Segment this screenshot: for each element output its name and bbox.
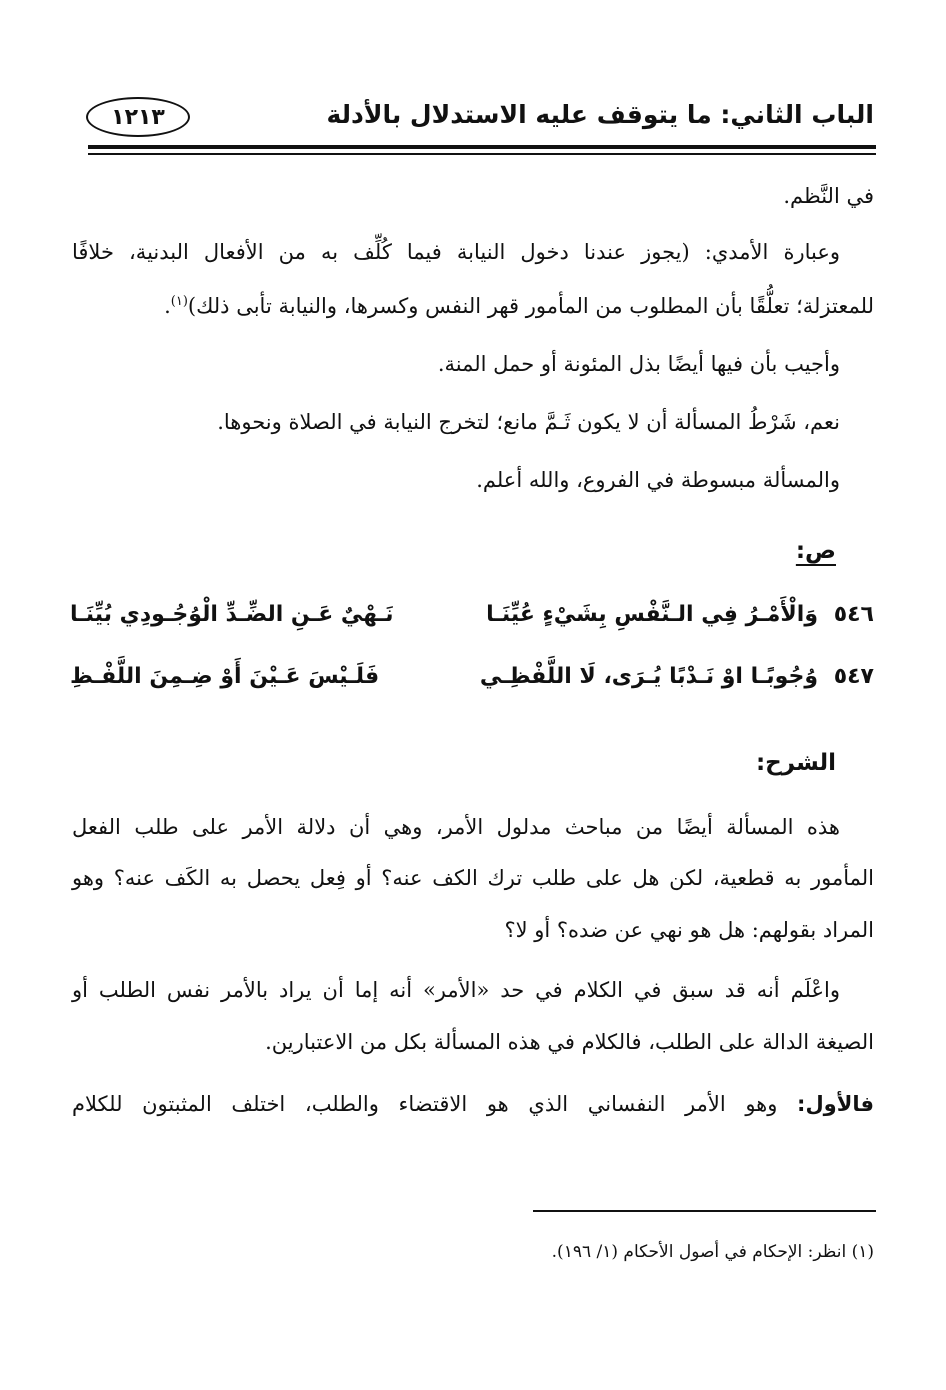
paragraph-line: في النَّظم. [783, 184, 874, 208]
commentary-line: المراد بقولهم: هل هو نهي عن ضده؟ أو لا؟ [504, 918, 874, 942]
commentary-line [72, 1092, 874, 1117]
paragraph-line: والمسألة مبسوطة في الفروع، والله أعلم. [476, 468, 840, 492]
paragraph-end-mark: . [164, 294, 171, 318]
running-header-title: الباب الثاني: ما يتوقف عليه الاستدلال بالأدلة [326, 100, 874, 129]
commentary-lead-word: فالأول: [797, 1092, 874, 1116]
footnote: (١) انظر: الإحكام في أصول الأحكام (١/ ١٩٦). [551, 1242, 874, 1262]
paragraph-text: للمعتزلة؛ تعلُّقًا بأن المطلوب من المأمور قهر النفس وكسرها، والنيابة تأبى ذلك) [187, 294, 874, 318]
page-number: ١٢١٣ [86, 97, 190, 137]
verse-first-hemistich: وَالْأَمْـرُ فِي الـنَّفْسِ بِشَيْءٍ عُيِّنَـا [486, 602, 818, 627]
commentary-text: وهو الأمر النفساني الذي هو الاقتضاء والطلب، اختلف المثبتون للكلام [72, 1092, 798, 1116]
paragraph-line: نعم، شَرْطُ المسألة أن لا يكون ثَـمَّ مانع؛ لتخرج النيابة في الصلاة ونحوها. [217, 410, 840, 434]
commentary-line: المأمور به قطعية، لكن هل على طلب ترك الكف عنه؟ أو فِعل يحصل به الكَف عنه؟ وهو [72, 866, 874, 890]
verse-second-hemistich: نَـهْيٌ عَـنِ الضِّـدِّ الْوُجُـودِي بُيِّنَـا [70, 602, 394, 627]
header-rule-thin [88, 153, 876, 155]
commentary-line: هذه المسألة أيضًا من مباحث مدلول الأمر، وهي أن دلالة الأمر على طلب الفعل [72, 815, 840, 839]
commentary-line: واعْلَم أنه قد سبق في الكلام في حد «الأمر» أنه إما أن يراد بالأمر نفس الطلب أو [72, 978, 840, 1002]
verse-number: ٥٤٦ [833, 602, 874, 627]
commentary-heading: الشرح: [755, 750, 836, 776]
footnote-reference: (١) [170, 294, 188, 309]
paragraph-line: وعبارة الأمدي: (يجوز عندنا دخول النيابة فيما كُلِّف به من الأفعال البدنية، خلافًا [72, 240, 840, 264]
verse-second-hemistich: فَلَـيْسَ عَـيْنَ أَوْ ضِـمِنَ اللَّفْـظِ [70, 664, 380, 689]
paragraph-line [164, 294, 874, 319]
paragraph-line: وأجيب بأن فيها أيضًا بذل المئونة أو حمل المنة. [437, 352, 840, 376]
footnote-rule [533, 1210, 876, 1212]
verse-number: ٥٤٧ [833, 664, 874, 689]
commentary-line: الصيغة الدالة على الطلب، فالكلام في هذه المسألة بكل من الاعتبارين. [265, 1030, 874, 1054]
verse-first-hemistich: وُجُوبًـا اوْ نَـدْبًا يُـرَى، لَا اللَّفْظِـي [479, 664, 818, 689]
header-rule-thick [88, 145, 876, 149]
text-heading: ص: [795, 538, 836, 564]
